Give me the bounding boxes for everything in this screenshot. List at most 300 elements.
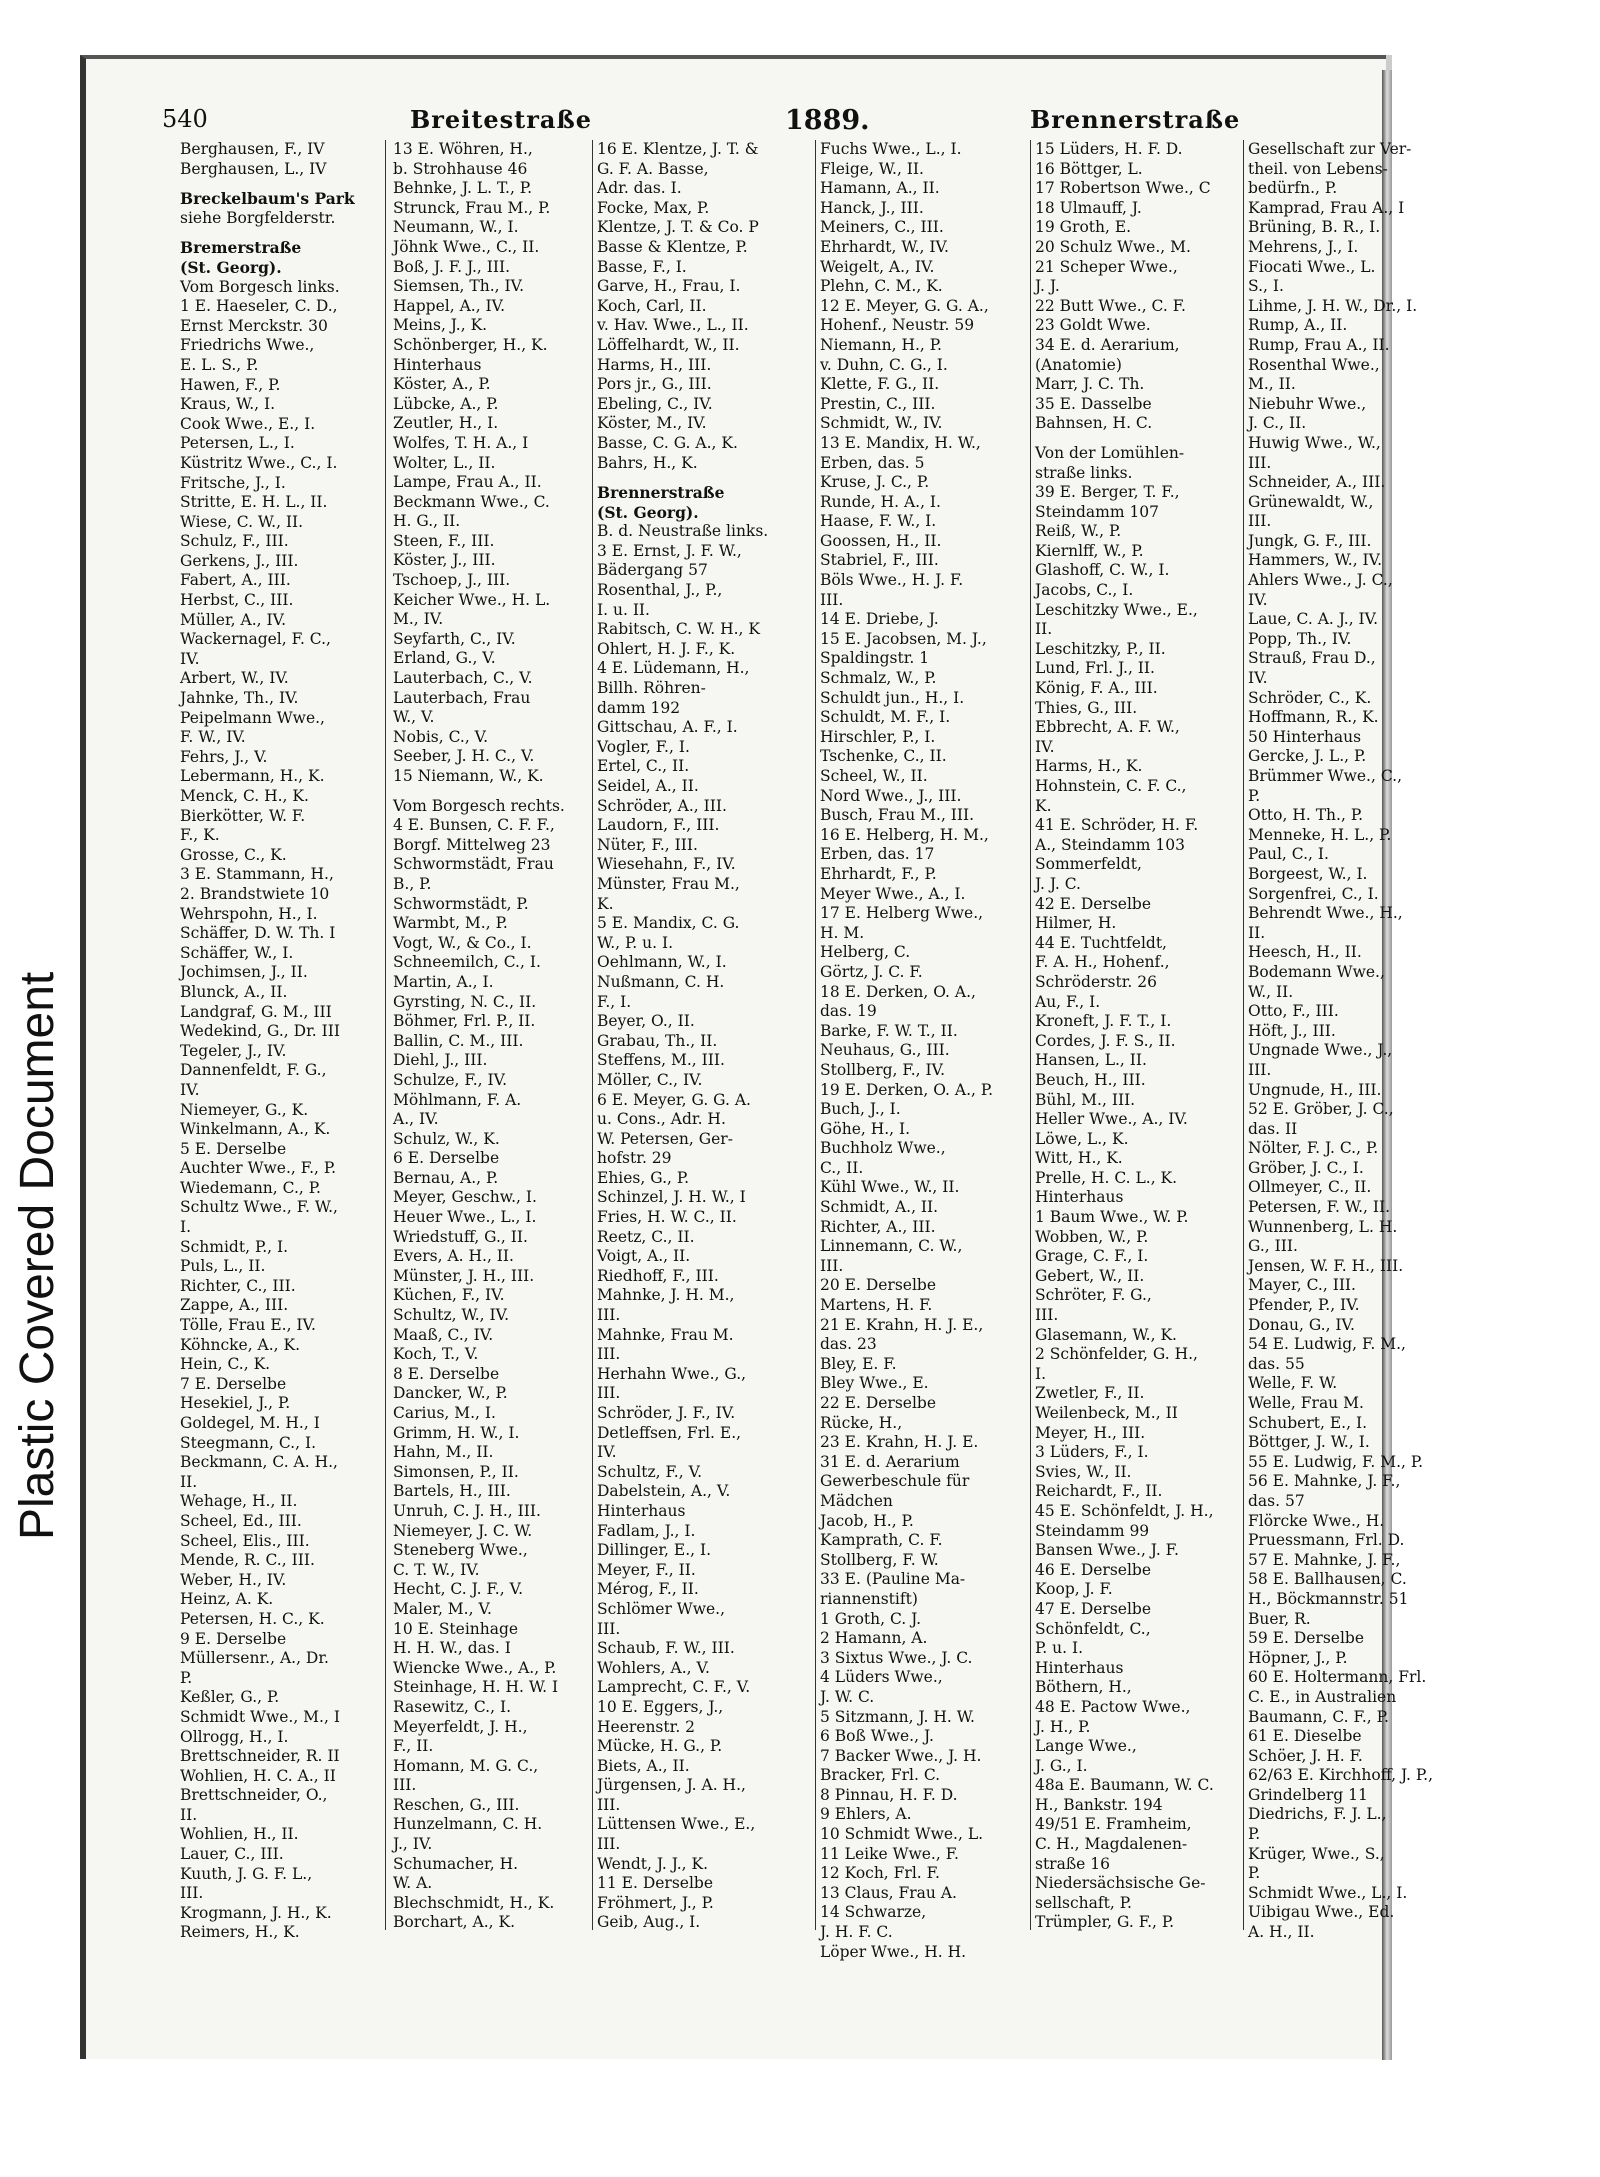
directory-entry: Wohlien, H., II. (180, 1825, 299, 1844)
directory-entry: H. G., II. (393, 512, 461, 531)
directory-entry: Behrendt Wwe., H., (1248, 904, 1403, 923)
directory-entry: Höft, J., III. (1248, 1021, 1336, 1040)
directory-entry: Mädchen (820, 1491, 893, 1510)
directory-entry: K. (1035, 796, 1052, 815)
directory-entry: 1 E. Haeseler, C. D., (180, 297, 338, 316)
directory-entry: Bernau, A., P. (393, 1168, 499, 1187)
directory-entry: Hunzelmann, C. H. (393, 1815, 543, 1834)
directory-entry: Krüger, Wwe., S., (1248, 1844, 1385, 1863)
directory-entry: Nüter, F., III. (597, 835, 698, 854)
directory-entry: 31 E. d. Aerarium (820, 1452, 960, 1471)
directory-entry: Schubert, E., I. (1248, 1413, 1367, 1432)
directory-entry: Seeber, J. H. C., V. (393, 747, 535, 766)
directory-entry: Tschoep, J., III. (393, 571, 511, 590)
directory-entry: Welle, F. W. (1248, 1374, 1338, 1393)
directory-entry: Nölter, F. J. C., P. (1248, 1139, 1379, 1158)
directory-entry: H., Bankstr. 194 (1035, 1795, 1163, 1814)
directory-entry: (St. Georg). (597, 502, 699, 522)
directory-entry: 16 E. Helberg, H. M., (820, 825, 989, 844)
directory-entry: 58 E. Ballhausen, C. (1248, 1570, 1407, 1589)
directory-entry: Hinterhaus (393, 355, 482, 374)
directory-entry: Hanck, J., III. (820, 198, 924, 217)
directory-entry: Grimm, H. W., I. (393, 1423, 520, 1442)
directory-entry: Niemeyer, G., K. (180, 1100, 309, 1119)
directory-entry: Schröter, F. G., (1035, 1286, 1152, 1305)
directory-entry: A., Steindamm 103 (1035, 835, 1186, 854)
directory-entry: Huwig Wwe., W., (1248, 433, 1381, 452)
directory-entry: Meyer, Geschw., I. (393, 1188, 537, 1207)
directory-entry: J., IV. (393, 1835, 433, 1854)
directory-entry: Friedrichs Wwe., (180, 336, 315, 355)
directory-entry: 5 Sitzmann, J. H. W. (820, 1707, 975, 1726)
directory-entry: Seyfarth, C., IV. (393, 629, 516, 648)
directory-entry: Meyer Wwe., A., I. (820, 884, 966, 903)
directory-entry: Schulz, W., K. (393, 1129, 500, 1148)
directory-entry: Lauer, C., III. (180, 1845, 284, 1864)
directory-entry: H. H. W., das. I (393, 1639, 511, 1658)
directory-entry: Weigelt, A., IV. (820, 257, 935, 276)
directory-entry: Schumacher, H. (393, 1854, 519, 1873)
directory-entry: Klette, F. G., II. (820, 375, 940, 394)
directory-entry: Steindamm 99 (1035, 1521, 1150, 1540)
directory-entry: Warmbt, M., P. (393, 914, 508, 933)
directory-entry: 17 Robertson Wwe., C (1035, 179, 1211, 198)
directory-entry: 7 E. Derselbe (180, 1374, 287, 1393)
directory-entry: Kamprath, C. F. (820, 1531, 943, 1550)
directory-entry: b. Strohhause 46 (393, 159, 528, 178)
directory-entry: Lange Wwe., (1035, 1737, 1137, 1756)
directory-entry: 5 E. Derselbe (180, 1139, 287, 1158)
directory-entry: Schulze, F., IV. (393, 1070, 508, 1089)
directory-entry: II. (1035, 620, 1053, 639)
directory-entry: 2 Schönfelder, G. H., (1035, 1345, 1198, 1364)
directory-entry: Reichardt, F., II. (1035, 1482, 1163, 1501)
directory-entry: Keßler, G., P. (180, 1688, 280, 1707)
directory-entry: Neuhaus, G., III. (820, 1041, 950, 1060)
directory-entry: Hesekiel, J., P. (180, 1394, 291, 1413)
directory-entry: Hamann, A., II. (820, 179, 940, 198)
directory-entry: Spaldingstr. 1 (820, 649, 930, 668)
directory-entry: W. A. (393, 1874, 433, 1893)
directory-entry: Martin, A., I. (393, 972, 494, 991)
directory-entry: Neumann, W., I. (393, 218, 519, 237)
directory-entry: Ebeling, C., IV. (597, 394, 713, 413)
directory-entry: (St. Georg). (180, 257, 282, 277)
directory-entry: H. M. (820, 923, 865, 942)
directory-entry: 14 E. Driebe, J. (820, 610, 939, 629)
directory-entry: Bley Wwe., E. (820, 1374, 929, 1393)
directory-entry: 23 Goldt Wwe. (1035, 316, 1151, 335)
directory-entry: Lihme, J. H. W., Dr., I. (1248, 296, 1418, 315)
directory-entry: 2. Brandstwiete 10 (180, 884, 330, 903)
directory-entry: 10 E. Eggers, J., (597, 1697, 724, 1716)
directory-entry: Strauß, Frau D., (1248, 649, 1376, 668)
directory-entry: Borgeest, W., I. (1248, 864, 1368, 883)
directory-entry: Meyer, F., II. (597, 1560, 696, 1579)
directory-entry: 18 E. Derken, O. A., (820, 982, 976, 1001)
directory-entry: Diedrichs, F. J. L., (1248, 1805, 1387, 1824)
directory-entry: 19 E. Derken, O. A., P. (820, 1080, 994, 1099)
directory-entry: Bodemann Wwe., (1248, 962, 1385, 981)
directory-entry: Kruse, J. C., P. (820, 473, 930, 492)
directory-entry: 8 Pinnau, H. F. D. (820, 1785, 958, 1804)
directory-entry: 17 E. Helberg Wwe., (820, 904, 984, 923)
directory-entry: Fuchs Wwe., L., I. (820, 140, 962, 158)
directory-entry: Löwe, L., K. (1035, 1129, 1129, 1148)
directory-entry: Klentze, J. T. & Co. P (597, 218, 759, 237)
directory-entry: Ollrogg, H., I. (180, 1727, 289, 1746)
directory-entry: Runde, H. A., I. (820, 492, 941, 511)
directory-entry: Zeutler, H., I. (393, 414, 499, 433)
directory-entry: Wackernagel, F. C., (180, 630, 331, 649)
directory-entry: Biets, A., II. (597, 1756, 690, 1775)
directory-entry: Schröder, A., III. (597, 796, 727, 815)
directory-entry: Koch, Carl, II. (597, 296, 707, 315)
directory-entry: Küstritz Wwe., C., I. (180, 453, 338, 472)
directory-entry: Strunck, Frau M., P. (393, 198, 551, 217)
directory-entry: Niemann, H., P. (820, 335, 942, 354)
directory-entry: Seidel, A., II. (597, 777, 699, 795)
directory-entry: 10 Schmidt Wwe., L. (820, 1825, 984, 1844)
directory-entry: Tschenke, C., II. (820, 747, 947, 766)
directory-entry: Münster, Frau M., (597, 874, 740, 893)
directory-entry: Garve, H., Frau, I. (597, 277, 741, 296)
directory-entry: G., III. (1248, 1237, 1298, 1256)
directory-entry: Schneider, A., III. (1248, 473, 1386, 492)
directory-entry: J. H. F. C. (820, 1923, 893, 1942)
directory-entry: Stritte, E. H. L., II. (180, 493, 328, 512)
directory-entry (393, 787, 593, 797)
directory-entry: Fadlam, J., I. (597, 1521, 696, 1540)
directory-entry: Schultz, F., V. (597, 1462, 703, 1481)
directory-entry: Fleige, W., II. (820, 159, 924, 178)
directory-entry: E. L. S., P. (180, 355, 259, 374)
directory-entry: IV. (180, 1080, 200, 1099)
directory-entry: Lund, Frl. J., II. (1035, 659, 1155, 678)
directory-entry: damm 192 (597, 698, 681, 717)
directory-entry: Jacob, H., P. (820, 1511, 914, 1530)
directory-entry: 6 E. Derselbe (393, 1149, 500, 1168)
directory-entry: 48 E. Pactow Wwe., (1035, 1697, 1191, 1716)
directory-entry: Schwormstädt, Frau (393, 855, 554, 874)
directory-entry: Wunnenberg, L. H. (1248, 1217, 1398, 1236)
directory-entry: 12 E. Meyer, G. G. A., (820, 296, 989, 315)
directory-entry: Tegeler, J., IV. (180, 1041, 287, 1060)
directory-entry: Unruh, C. J. H., III. (393, 1501, 541, 1520)
directory-entry: Wolter, L., II. (393, 453, 496, 472)
directory-entry: Mahnke, J. H. M., (597, 1286, 735, 1305)
directory-entry: straße links. (1035, 463, 1133, 482)
directory-entry: Schmidt, P., I. (180, 1237, 289, 1256)
directory-entry: IV. (1248, 669, 1268, 688)
directory-entry: M., IV. (393, 610, 444, 629)
directory-entry: Evers, A. H., II. (393, 1247, 514, 1266)
directory-entry: 23 E. Krahn, H. J. E. (820, 1433, 979, 1452)
directory-entry (180, 228, 380, 238)
directory-entry: Heinz, A. K. (180, 1590, 274, 1609)
directory-entry: 1 Groth, C. J. (820, 1609, 922, 1628)
directory-entry: v. Duhn, C. G., I. (820, 355, 948, 374)
directory-entry: 5 E. Mandix, C. G. (597, 914, 740, 933)
directory-entry: Donau, G., IV. (1248, 1315, 1355, 1334)
directory-entry: Kuuth, J. G. F. L., (180, 1864, 313, 1883)
directory-entry: Haase, F. W., I. (820, 512, 937, 531)
directory-entry: Grünewaldt, W., (1248, 492, 1374, 511)
directory-entry: Hahn, M., II. (393, 1443, 494, 1462)
directory-entry: Wolfes, T. H. A., I (393, 433, 529, 452)
directory-entry: 6 Boß Wwe., J. (820, 1727, 934, 1746)
directory-entry: Mayer, C., III. (1248, 1276, 1356, 1295)
directory-entry: F., II. (393, 1737, 434, 1756)
directory-entry: Prestin, C., III. (820, 394, 936, 413)
directory-entry: Steneberg Wwe., (393, 1541, 528, 1560)
directory-entry: Hoffmann, R., K. (1248, 708, 1379, 727)
directory-entry: III. (820, 1256, 844, 1275)
column-divider (1030, 140, 1031, 1930)
directory-entry: B. d. Neustraße links. (597, 522, 769, 541)
directory-entry: sellschaft, P. (1035, 1893, 1132, 1912)
directory-entry: Grage, C. F., I. (1035, 1247, 1149, 1266)
directory-entry: Schäffer, W., I. (180, 943, 294, 962)
directory-entry: Gröber, J. C., I. (1248, 1158, 1364, 1177)
directory-entry: Geib, Aug., I. (597, 1913, 701, 1932)
directory-entry: Niedersächsische Ge- (1035, 1874, 1206, 1893)
directory-entry: Pors jr., G., III. (597, 375, 712, 394)
directory-entry: Rosenthal Wwe., (1248, 355, 1380, 374)
directory-entry: Popp, Th., IV. (1248, 629, 1352, 648)
directory-entry: Beyer, O., II. (597, 1012, 695, 1031)
directory-entry: 9 E. Derselbe (180, 1629, 287, 1648)
directory-entry: Nord Wwe., J., III. (820, 786, 962, 805)
directory-entry: riannenstift) (820, 1589, 918, 1608)
directory-entry: Harms, H., K. (1035, 757, 1143, 776)
directory-entry: Wendt, J. J., K. (597, 1854, 708, 1873)
directory-entry: Wriedstuff, G., II. (393, 1227, 528, 1246)
directory-entry: 22 E. Derselbe (820, 1394, 937, 1412)
directory-entry: P. u. I. (1035, 1639, 1084, 1658)
directory-entry: Brüning, B. R., I. (1248, 218, 1381, 237)
directory-entry: 14 Schwarze, (820, 1903, 927, 1922)
directory-entry: Koch, T., V. (393, 1345, 479, 1364)
directory-entry: Erland, G., V. (393, 649, 496, 668)
directory-entry: 22 Butt Wwe., C. F. (1035, 296, 1186, 315)
directory-entry: Fröhmert, J., P. (597, 1893, 714, 1912)
directory-entry: Heesch, H., II. (1248, 943, 1362, 962)
directory-entry: Rücke, H., (820, 1413, 903, 1432)
directory-entry: Hawen, F., P. (180, 375, 281, 394)
directory-entry: Heller Wwe., A., IV. (1035, 1110, 1188, 1129)
directory-entry: Focke, Max, P. (597, 198, 710, 217)
directory-entry: M., II. (1248, 375, 1296, 394)
directory-entry: Martens, H. F. (820, 1296, 933, 1315)
directory-entry: 8 E. Derselbe (393, 1364, 500, 1383)
directory-entry: Detleffsen, Frl. E., (597, 1423, 742, 1442)
directory-entry: Ollmeyer, C., II. (1248, 1178, 1372, 1197)
directory-entry: Meyerfeldt, J. H., (393, 1717, 528, 1736)
directory-entry: Otto, H. Th., P. (1248, 806, 1364, 825)
directory-entry: Goldegel, M. H., I (180, 1414, 320, 1432)
directory-entry: Goossen, H., II. (820, 531, 942, 550)
directory-entry: Mücke, H. G., P. (597, 1737, 723, 1756)
directory-entry: Hein, C., K. (180, 1355, 271, 1374)
directory-entry: Auchter Wwe., F., P. (180, 1159, 337, 1178)
directory-entry: Erben, das. 17 (820, 845, 935, 864)
directory-entry: Hinterhaus (597, 1501, 686, 1520)
directory-entry: Heuer Wwe., L., I. (393, 1208, 537, 1227)
directory-entry: Stollberg, F. W. (820, 1550, 939, 1569)
directory-entry: Nobis, C., V. (393, 727, 489, 746)
directory-entry: Cook Wwe., E., I. (180, 414, 316, 433)
directory-entry: W. Petersen, Ger- (597, 1129, 733, 1148)
directory-entry: J. G., I. (1035, 1756, 1088, 1775)
directory-entry: Lauterbach, C., V. (393, 669, 533, 688)
directory-entry: Fiocati Wwe., L. (1248, 257, 1376, 276)
directory-entry: Schmidt, A., II. (820, 1198, 939, 1217)
directory-entry: J. J. C. (1035, 874, 1081, 893)
directory-entry: Bahnsen, H. C. (1035, 414, 1153, 433)
directory-entry: J. J. (1035, 277, 1060, 296)
directory-entry: Gyrsting, N. C., II. (393, 992, 537, 1011)
directory-entry: 56 E. Mahnke, J. F., (1248, 1472, 1401, 1491)
directory-entry: Ahlers Wwe., J. C., (1248, 571, 1393, 590)
directory-entry: König, F. A., III. (1035, 679, 1158, 698)
directory-entry: Schöer, J. H. F. (1248, 1746, 1363, 1765)
directory-entry: Zappe, A., III. (180, 1296, 289, 1315)
directory-entry: Ohlert, H. J. F., K. (597, 639, 736, 658)
directory-entry: Göhe, H., I. (820, 1119, 911, 1138)
directory-entry: Schulz, F., III. (180, 532, 289, 551)
directory-entry: Winkelmann, A., K. (180, 1120, 331, 1139)
directory-entry: Schröder, J. F., IV. (597, 1404, 736, 1422)
directory-entry: Otto, F., III. (1248, 1002, 1339, 1021)
directory-entry: 6 E. Meyer, G. G. A. (597, 1090, 751, 1109)
directory-entry: B., P. (393, 874, 432, 893)
directory-entry: Bartels, H., III. (393, 1482, 511, 1501)
directory-entry: Wobben, W., P. (1035, 1227, 1149, 1246)
directory-entry: 34 E. d. Aerarium, (1035, 335, 1180, 354)
directory-entry: Billh. Röhren- (597, 679, 706, 698)
directory-entry: Gebert, W., II. (1035, 1266, 1145, 1285)
side-label: Plastic Covered Document (11, 971, 64, 1540)
directory-entry: Schaub, F. W., III. (597, 1639, 735, 1658)
directory-entry (180, 179, 380, 189)
directory-entry: v. Hav. Wwe., L., II. (597, 316, 749, 335)
directory-entry: 15 E. Jacobsen, M. J., (820, 629, 987, 648)
directory-entry: II. (180, 1805, 198, 1824)
directory-entry: Dancker, W., P. (393, 1384, 508, 1403)
directory-entry: Meyer, H., III. (1035, 1423, 1146, 1442)
directory-entry: Niebuhr Wwe., (1248, 394, 1367, 413)
directory-column-4 (820, 140, 1035, 1962)
directory-entry: Tölle, Frau E., IV. (180, 1316, 316, 1335)
directory-entry: Schlömer Wwe., (597, 1599, 726, 1618)
directory-entry: 41 E. Schröder, H. F. (1035, 816, 1199, 835)
directory-entry: 16 Böttger, L. (1035, 159, 1143, 178)
directory-entry: Carius, M., I. (393, 1404, 496, 1422)
directory-entry: Keicher Wwe., H. L. (393, 590, 551, 609)
directory-entry: 46 E. Derselbe (1035, 1560, 1152, 1579)
directory-entry: Jacobs, C., I. (1035, 581, 1134, 600)
directory-entry: Harms, H., III. (597, 355, 712, 374)
directory-entry: Diehl, J., III. (393, 1051, 488, 1070)
directory-entry: G. F. A. Basse, (597, 159, 709, 178)
directory-entry: Jöhnk Wwe., C., II. (393, 237, 540, 256)
directory-entry: Dillinger, E., I. (597, 1541, 712, 1560)
directory-entry: Kraus, W., I. (180, 395, 276, 414)
directory-entry: Ebbrecht, A. F. W., (1035, 718, 1180, 737)
directory-entry: Gerkens, J., III. (180, 551, 299, 570)
directory-entry: 49/51 E. Framheim, (1035, 1815, 1192, 1834)
directory-entry: Nußmann, C. H. (597, 972, 725, 991)
column-divider (815, 140, 816, 1930)
directory-entry: Rabitsch, C. W. H., K (597, 620, 760, 639)
directory-entry: Meiners, C., III. (820, 218, 944, 237)
directory-entry: Weilenbeck, M., II (1035, 1404, 1178, 1422)
directory-entry: Blunck, A., II. (180, 982, 288, 1001)
directory-entry: Glashoff, C. W., I. (1035, 561, 1170, 580)
directory-entry: 42 E. Derselbe (1035, 894, 1152, 913)
directory-entry: C. H., Magdalenen- (1035, 1835, 1188, 1854)
directory-entry: Küchen, F., IV. (393, 1286, 505, 1305)
directory-entry: Barke, F. W. T., II. (820, 1021, 958, 1040)
directory-entry: Fehrs, J., V. (180, 747, 268, 766)
directory-entry: 15 Niemann, W., K. (393, 767, 544, 785)
directory-entry: Möller, C., IV. (597, 1070, 703, 1089)
directory-entry: Maler, M., V. (393, 1599, 492, 1618)
directory-entry: Sorgenfrei, C., I. (1248, 884, 1379, 903)
directory-entry: Linnemann, C. W., (820, 1237, 963, 1256)
directory-entry: Stabriel, F., III. (820, 551, 939, 570)
directory-entry: Uibigau Wwe., Ed. (1248, 1903, 1395, 1922)
directory-entry: Bremerstraße (180, 238, 302, 258)
directory-entry: Pfender, P., IV. (1248, 1296, 1360, 1315)
directory-entry: Köhncke, A., K. (180, 1335, 301, 1354)
directory-entry: Sommerfeldt, (1035, 855, 1142, 874)
directory-entry: 16 E. Klentze, J. T. & (597, 140, 759, 158)
directory-entry: Niemeyer, J. C. W. (393, 1521, 533, 1540)
directory-entry: Laue, C. A. J., IV. (1248, 610, 1379, 629)
directory-entry: F. W., IV. (180, 728, 246, 747)
left-street-heading: Breitestraße (410, 105, 592, 134)
directory-entry: 12 Koch, Frl. F. (820, 1864, 940, 1883)
directory-entry: Trümpler, G. F., P. (1035, 1913, 1175, 1932)
directory-entry: Scheel, Elis., III. (180, 1531, 310, 1550)
directory-entry: Lamprecht, C. F., V. (597, 1678, 751, 1697)
directory-entry: 3 E. Ernst, J. F. W., (597, 541, 742, 560)
directory-entry: Bädergang 57 (597, 561, 708, 580)
directory-entry: K. (597, 894, 614, 913)
directory-entry: Siemsen, Th., IV. (393, 277, 525, 296)
directory-entry: Jensen, W. F. H., III. (1248, 1256, 1404, 1275)
directory-entry: Basse, F., I. (597, 257, 687, 276)
directory-entry: Müller, A., IV. (180, 610, 287, 629)
directory-entry: Svies, W., II. (1035, 1462, 1132, 1481)
directory-entry: Bühl, M., III. (1035, 1090, 1136, 1109)
directory-entry: I. (1035, 1364, 1047, 1383)
directory-entry: Böthern, H., (1035, 1678, 1132, 1697)
directory-entry: Gittschau, A. F., I. (597, 718, 738, 737)
directory-entry: Görtz, J. C. F. (820, 962, 923, 981)
directory-entry: III. (180, 1884, 204, 1903)
directory-entry: Leschitzky Wwe., E., (1035, 600, 1198, 619)
directory-entry: Steen, F., III. (393, 531, 495, 550)
directory-entry: Lampe, Frau A., II. (393, 473, 542, 492)
directory-entry: Lebermann, H., K. (180, 767, 325, 786)
directory-entry: Herhahn Wwe., G., (597, 1364, 747, 1383)
directory-entry: Krogmann, J. H., K. (180, 1903, 332, 1922)
directory-entry: Erben, das. 5 (820, 453, 925, 472)
directory-entry: III. (597, 1306, 621, 1325)
